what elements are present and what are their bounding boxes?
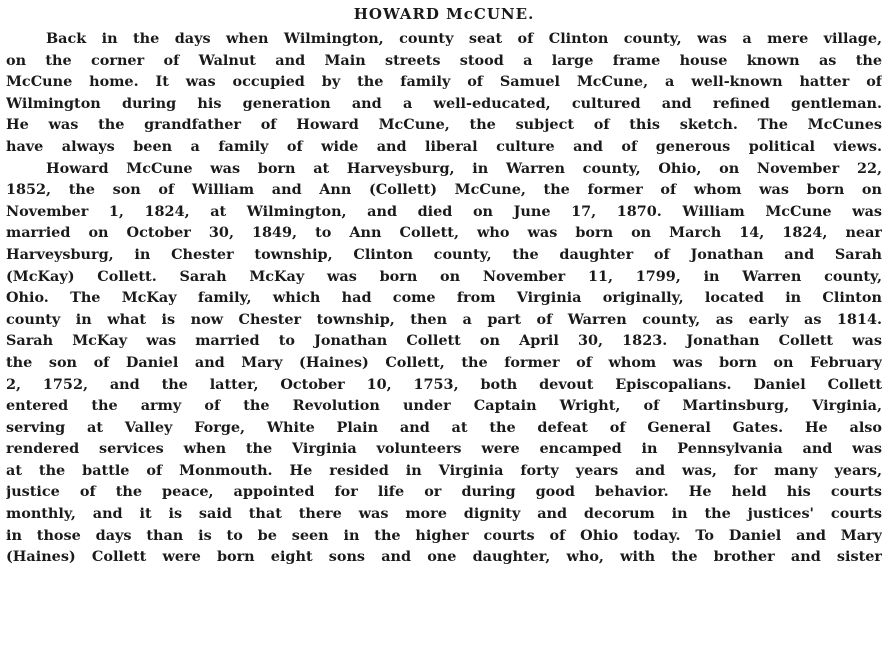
text-line: the son of Daniel and Mary (Haines) Collett, the former of whom was born on February	[6, 353, 882, 371]
text-line: 1852, the son of William and Ann (Collett) McCune, the former of whom was born on	[6, 181, 882, 199]
text-line: married on October 30, 1849, to Ann Collett, who was born on March 14, 1824, near	[6, 224, 882, 242]
text-line: November 1, 1824, at Wilmington, and died on June 17, 1870. William McCune was	[6, 202, 882, 220]
text-line: serving at Valley Forge, White Plain and at the defeat of General Gates. He also	[6, 418, 882, 436]
text-line: 2, 1752, and the latter, October 10, 1753, both devout Episcopalians. Daniel Collett	[6, 375, 882, 393]
text-line: (Haines) Collett were born eight sons and one daughter, who, with the brother and sister	[6, 548, 882, 566]
text-line: county in what is now Chester township, then a part of Warren county, as early as 1814.	[6, 310, 882, 328]
section-title: HOWARD McCUNE.	[353, 5, 535, 23]
text-line: on the corner of Walnut and Main streets stood a large frame house known as the	[6, 51, 882, 69]
text-line: Back in the days when Wilmington, county seat of Clinton county, was a mere village,	[46, 30, 882, 47]
text-line: entered the army of the Revolution under Captain Wright, of Martinsburg, Virginia,	[6, 397, 882, 415]
text-line: monthly, and it is said that there was more dignity and decorum in the justices' courts	[6, 505, 882, 523]
text-line: McCune home. It was occupied by the family of Samuel McCune, a well-known hatter of	[6, 73, 882, 91]
paragraph-2	[6, 158, 882, 568]
text-line: Ohio. The McKay family, which had come from Virginia originally, located in Clinton	[6, 289, 882, 307]
text-line: Harveysburg, in Chester township, Clinton county, the daughter of Jonathan and Sarah	[6, 245, 882, 263]
text-line: justice of the peace, appointed for life or during good behavior. He held his courts	[6, 483, 882, 501]
text-line: Sarah McKay was married to Jonathan Collett on April 30, 1823. Jonathan Collett was	[6, 332, 882, 350]
paragraph-1	[6, 28, 882, 158]
text-line: at the battle of Monmouth. He resided in Virginia forty years and was, for many years,	[6, 461, 882, 479]
text-line: He was the grandfather of Howard McCune, the subject of this sketch. The McCunes	[6, 116, 882, 134]
text-line: rendered services when the Virginia volunteers were encamped in Pennsylvania and was	[6, 440, 882, 458]
text-line: have always been a family of wide and liberal culture and of generous political views.	[6, 137, 882, 155]
text-line: Howard McCune was born at Harveysburg, in Warren county, Ohio, on November 22,	[46, 159, 882, 177]
text-line: Wilmington during his generation and a well-educated, cultured and refined gentleman.	[6, 94, 882, 112]
text-line: (McKay) Collett. Sarah McKay was born on November 11, 1799, in Warren county,	[6, 267, 882, 285]
text-line: in those days than is to be seen in the higher courts of Ohio today. To Daniel and Mary	[6, 526, 882, 544]
